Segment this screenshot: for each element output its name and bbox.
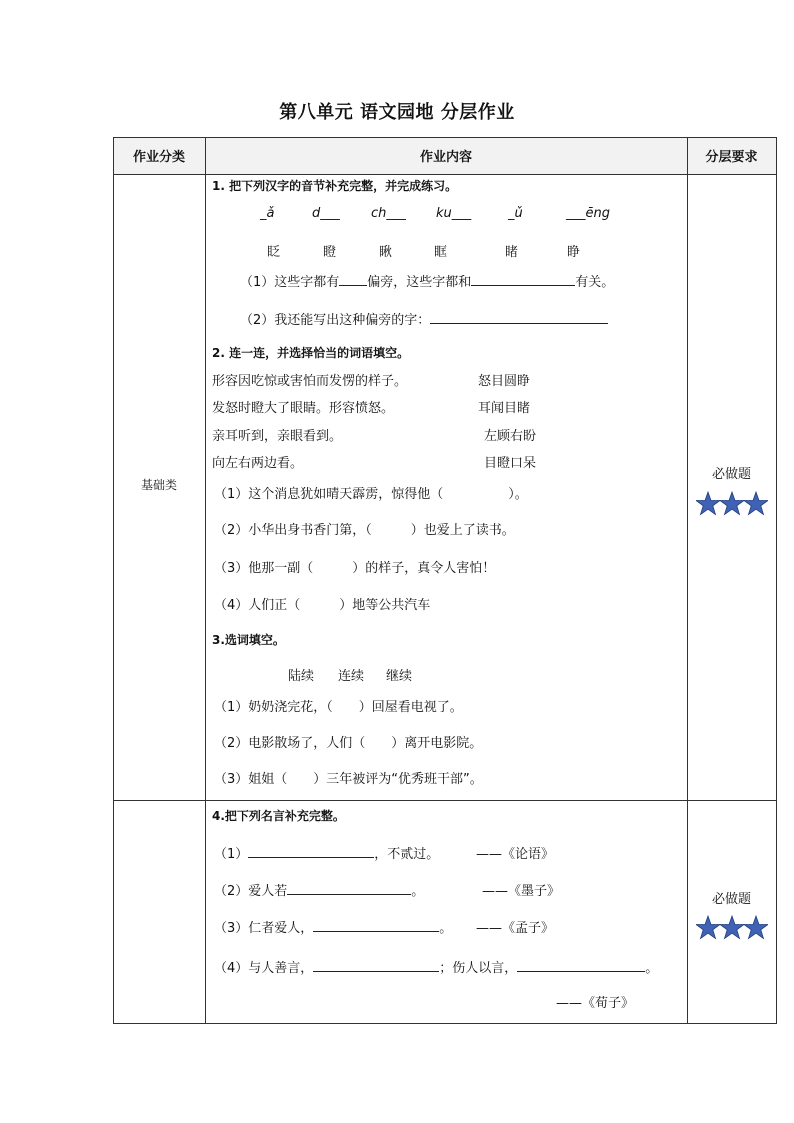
question-1-heading: 1. 把下列汉字的音节补充完整，并完成练习。 [212, 179, 458, 193]
answer-blank[interactable] [471, 273, 575, 286]
fill-sentence: （3）姐姐（ ）三年被评为“优秀班干部”。 [214, 772, 483, 787]
header-requirement: 分层要求 [705, 150, 758, 165]
star-icon [696, 492, 720, 515]
q1-sub2: （2）我还能写出这种偏旁的字： [240, 309, 608, 328]
definition-item: 发怒时瞪大了眼睛。形容愤怒。 [212, 401, 395, 416]
quote-line-1: （1） ，不贰过。 [214, 847, 440, 862]
idiom-item: 怒目圆睁 [478, 374, 531, 389]
pinyin-item: ___ēng [566, 206, 610, 221]
fill-sentence: （4）人们正（ ）地等公共汽车 [214, 598, 431, 613]
question-3-heading: 3.选词填空。 [212, 633, 285, 647]
pinyin-item: _ǎ [260, 206, 275, 221]
word-option: 陆续 [288, 669, 315, 684]
pinyin-item: _ǔ [508, 206, 523, 221]
rating-stars [696, 491, 768, 517]
word-option: 连续 [338, 669, 365, 684]
definition-item: 亲耳听到，亲眼看到。 [212, 429, 343, 444]
quote-line-3: （3）仁者爱人， 。 [214, 921, 453, 936]
char-item: 瞅 [379, 245, 393, 260]
requirement-label: 必做题 [711, 467, 751, 482]
answer-blank[interactable] [248, 845, 374, 858]
answer-blank[interactable] [287, 882, 411, 895]
pinyin-item: d___ [312, 206, 340, 221]
quote-line-2: （2）爱人若 。 [214, 884, 425, 899]
char-item: 眨 [267, 245, 281, 260]
fill-sentence: （3）他那一副（ ）的样子，真令人害怕！ [214, 561, 496, 576]
fill-sentence: （1）这个消息犹如晴天霹雳，惊得他（ ）。 [214, 487, 528, 502]
star-icon [720, 916, 744, 939]
char-item: 睁 [567, 245, 581, 260]
fill-sentence: （1）奶奶浇完花，（ ）回屋看电视了。 [214, 700, 463, 715]
question-4-heading: 4.把下列名言补充完整。 [212, 809, 345, 823]
quote-source: ——《荀子》 [556, 996, 635, 1011]
question-2-heading: 2. 连一连，并选择恰当的词语填空。 [212, 346, 410, 360]
fill-sentence: （2）电影散场了，人们（ ）离开电影院。 [214, 736, 483, 751]
rating-stars [696, 915, 768, 941]
answer-blank[interactable] [517, 959, 645, 972]
idiom-item: 耳闻目睹 [478, 401, 531, 416]
fill-sentence: （2）小华出身书香门第，（ ）也爱上了读书。 [214, 523, 515, 538]
star-icon [744, 916, 768, 939]
quote-source: ——《论语》 [476, 847, 555, 862]
category-basic: 基础类 [140, 478, 177, 492]
star-icon [720, 492, 744, 515]
char-item: 瞪 [323, 245, 337, 260]
answer-blank[interactable] [313, 919, 439, 932]
quote-source: ——《墨子》 [482, 884, 561, 899]
star-icon [744, 492, 768, 515]
answer-blank[interactable] [313, 959, 439, 972]
requirement-label: 必做题 [711, 892, 751, 907]
pinyin-item: ch___ [371, 206, 406, 221]
word-option: 继续 [386, 669, 413, 684]
header-category: 作业分类 [132, 150, 185, 165]
char-item: 睹 [505, 245, 519, 260]
quote-line-4: （4）与人善言， ；伤人以言， 。 [214, 961, 659, 976]
header-content: 作业内容 [419, 150, 472, 165]
star-icon [696, 916, 720, 939]
q1-sub1: （1）这些字都有 偏旁，这些字都和 有关。 [240, 275, 615, 290]
page-title: 第八单元 语文园地 分层作业 [279, 102, 515, 123]
quote-source: ——《孟子》 [476, 921, 555, 936]
answer-blank[interactable] [339, 273, 367, 286]
pinyin-item: ku___ [436, 206, 472, 221]
char-item: 眶 [434, 245, 448, 260]
idiom-item: 目瞪口呆 [484, 456, 537, 471]
answer-blank[interactable] [430, 311, 608, 324]
definition-item: 形容因吃惊或害怕而发愣的样子。 [212, 374, 408, 389]
idiom-item: 左顾右盼 [484, 429, 537, 444]
definition-item: 向左右两边看。 [212, 456, 304, 471]
